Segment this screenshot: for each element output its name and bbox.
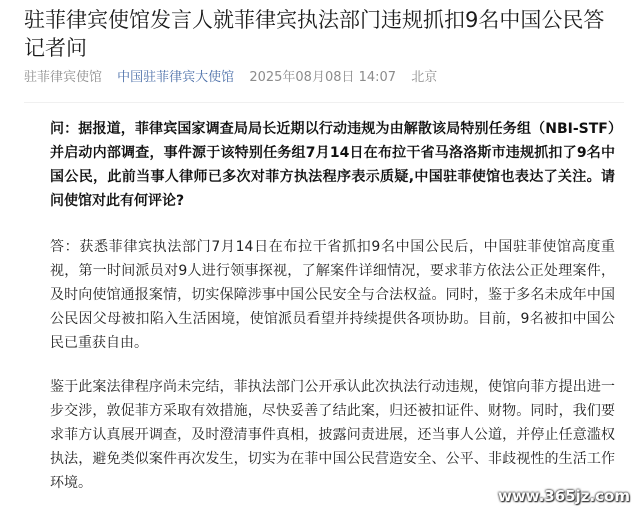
article-title: 驻菲律宾使馆发言人就菲律宾执法部门违规抓扣9名中国公民答记者问: [24, 8, 605, 60]
site-watermark: www.365jz.com: [497, 487, 630, 505]
article-source: 驻菲律宾使馆: [24, 70, 103, 85]
question-paragraph: 问：据报道，菲律宾国家调查局局长近期以行动违规为由解散该局特别任务组（NBI-STF）并启动内部调查，事件源于该特别任务组7月14日在布拉干省马洛洛斯市违规抓扣了9名中国公民，此前当事人律师已多次对菲方执法程序表示质疑,中国驻菲使馆也表达了关注。请问使馆对此有何评论?: [50, 121, 615, 209]
answer-paragraph: 答：获悉菲律宾执法部门7月14日在布拉干省抓扣9名中国公民后，中国驻菲使馆高度重视，第一时间派员对9人进行领事探视，了解案件详细情况，要求菲方依法公正处理案件，及时向使馆通报案情，切实保障涉事中国公民安全与合法权益。同时，鉴于多名未成年中国公民因父母被扣陷入生活困境，使馆派员看望并持续提供各项协助。目前，9名被扣中国公民已重获自由。: [50, 239, 615, 351]
publisher-link[interactable]: 中国驻菲律宾大使馆: [117, 70, 235, 85]
publish-datetime: 2025年08月08日 14:07: [249, 70, 397, 85]
publish-location: 北京: [411, 70, 438, 85]
article-meta: [24, 68, 624, 88]
followup-paragraph: 鉴于此案法律程序尚未完结，菲执法部门公开承认此次执法行动违规，使馆向菲方提出进一步交涉，敦促菲方采取有效措施，尽快妥善了结此案，归还被扣证件、财物。同时，我们要求菲方认真展开调查，及时澄清事件真相，披露问责进展，还当事人公道，并停止任意滥权执法，避免类似案件再次发生，切实为在菲中国公民营造安全、公平、非歧视性的生活工作环境。: [50, 379, 615, 491]
meta-divider: [24, 102, 624, 103]
